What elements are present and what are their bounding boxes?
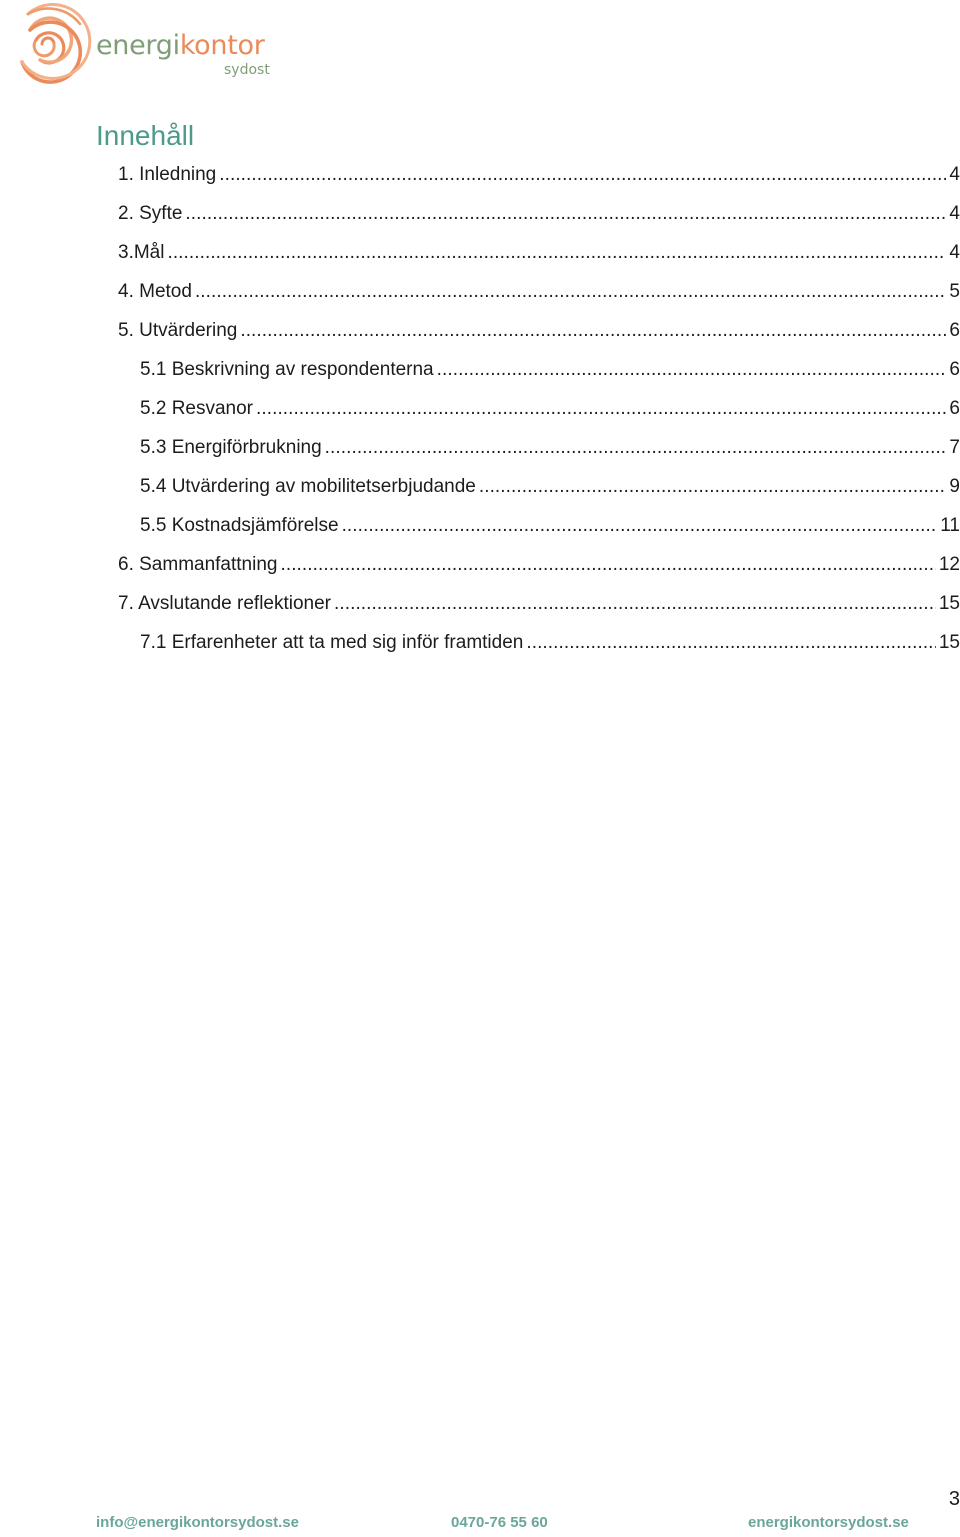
toc-entry[interactable] xyxy=(118,233,960,272)
toc-entry[interactable] xyxy=(140,623,960,662)
toc-dot-leader xyxy=(479,467,947,506)
toc-dot-leader xyxy=(325,428,947,467)
toc-entry-page: 5 xyxy=(949,281,960,302)
toc-entry[interactable] xyxy=(140,350,960,389)
toc-entry[interactable] xyxy=(140,467,960,506)
toc-dot-leader xyxy=(167,233,946,272)
toc-entry-label: 7. Avslutande reflektioner xyxy=(118,593,332,614)
toc-dot-leader xyxy=(219,155,946,194)
toc-entry-label: 5.2 Resvanor xyxy=(140,398,254,419)
page-number: 3 xyxy=(948,1488,960,1510)
toc-entry-page: 6 xyxy=(949,398,960,419)
toc-entry-page: 4 xyxy=(949,242,960,263)
brand-logo xyxy=(2,2,282,86)
toc-entry-label: 2. Syfte xyxy=(118,203,183,224)
toc-entry-page: 9 xyxy=(949,476,960,497)
toc-entry[interactable] xyxy=(118,272,960,311)
toc-dot-leader xyxy=(334,584,936,623)
toc-dot-leader xyxy=(256,389,946,428)
toc-entry-page: 15 xyxy=(938,593,960,614)
toc-entry-label: 5.3 Energiförbrukning xyxy=(140,437,322,458)
toc-entry-label: 7.1 Erfarenheter att ta med sig inför framtiden xyxy=(140,632,524,653)
logo-word-energi: energi xyxy=(96,30,180,61)
toc-entry-label: 5.4 Utvärdering av mobilitetserbjudande xyxy=(140,476,476,497)
toc-entry-page: 4 xyxy=(949,164,960,185)
toc-entry-page: 11 xyxy=(940,515,960,536)
toc-entry-page: 7 xyxy=(949,437,960,458)
toc-heading: Innehåll xyxy=(96,120,195,151)
toc-entry-page: 15 xyxy=(938,632,960,653)
toc-dot-leader xyxy=(280,545,935,584)
toc-entry-label: 6. Sammanfattning xyxy=(118,554,278,575)
toc-entry[interactable] xyxy=(140,506,960,545)
toc-dot-leader xyxy=(185,194,946,233)
toc-dot-leader xyxy=(437,350,947,389)
toc-entry[interactable] xyxy=(140,389,960,428)
toc-dot-leader xyxy=(195,272,946,311)
toc-entry-label: 5.5 Kostnadsjämförelse xyxy=(140,515,339,536)
footer-phone: 0470-76 55 60 xyxy=(451,1514,548,1531)
toc-entry[interactable] xyxy=(118,194,960,233)
toc-entry-label: 3.Mål xyxy=(118,242,165,263)
toc-entry[interactable] xyxy=(118,311,960,350)
toc-entry[interactable] xyxy=(140,428,960,467)
toc-entry-label: 5. Utvärdering xyxy=(118,320,238,341)
toc-entry-label: 1. Inledning xyxy=(118,164,217,185)
toc-entry-label: 5.1 Beskrivning av respondenterna xyxy=(140,359,434,380)
toc-entry[interactable] xyxy=(118,584,960,623)
toc-entry-page: 4 xyxy=(949,203,960,224)
toc-entry[interactable] xyxy=(118,545,960,584)
logo-wordmark xyxy=(96,32,265,59)
toc-dot-leader xyxy=(240,311,946,350)
logo-subtitle: sydost xyxy=(224,62,270,78)
toc-dot-leader xyxy=(526,623,936,662)
swirl-logo-icon xyxy=(2,2,94,86)
toc-entry[interactable] xyxy=(118,155,960,194)
toc-entry-page: 12 xyxy=(938,554,960,575)
toc-entry-label: 4. Metod xyxy=(118,281,192,302)
logo-word-kontor: kontor xyxy=(179,30,265,61)
footer-website[interactable]: energikontorsydost.se xyxy=(748,1514,909,1531)
page-footer xyxy=(0,1512,960,1534)
toc-entry-page: 6 xyxy=(949,359,960,380)
toc-dot-leader xyxy=(342,506,938,545)
footer-email[interactable]: info@energikontorsydost.se xyxy=(96,1514,299,1531)
toc-entry-page: 6 xyxy=(949,320,960,341)
